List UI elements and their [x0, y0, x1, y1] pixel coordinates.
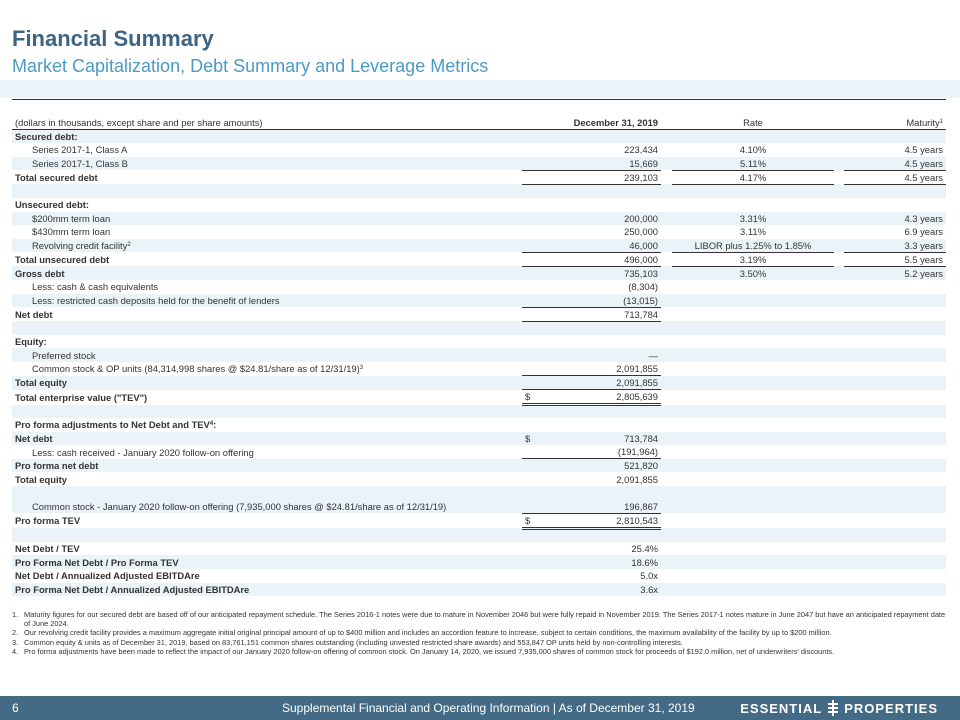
row-value: 18.6% [522, 555, 661, 569]
row-label: Total enterprise value ("TEV") [15, 391, 148, 403]
row-label: Unsecured debt: [15, 199, 89, 211]
row-value: 196,867 [522, 500, 661, 514]
row-maturity: 6.9 years [904, 226, 943, 238]
row-value: 713,784 [522, 307, 661, 321]
row-maturity: 4.5 years [904, 144, 943, 156]
row-maturity [844, 335, 946, 349]
row-rate: 3.31% [672, 212, 834, 226]
row-rate [672, 335, 834, 349]
table-row [12, 198, 946, 212]
essential-properties-logo: ESSENTIAL PROPERTIES [740, 700, 938, 716]
page-subtitle: Market Capitalization, Debt Summary and Leverage Metrics [12, 56, 489, 76]
row-value: (8,304) [628, 281, 658, 293]
row-label: Total secured debt [15, 171, 98, 183]
table-row [12, 528, 946, 542]
row-rate: 3.50% [672, 266, 834, 280]
table-row [12, 225, 946, 239]
page-title: Financial Summary [12, 26, 214, 51]
row-label: Gross debt [12, 266, 522, 280]
row-rate: 3.19% [672, 252, 834, 266]
table-row [12, 307, 946, 321]
row-maturity [844, 472, 946, 486]
row-rate: 3.11% [740, 226, 766, 238]
row-rate [672, 348, 834, 362]
row-maturity [844, 555, 946, 569]
row-maturity: 5.2 years [844, 266, 946, 280]
row-label: Common stock - January 2020 follow-on offering (7,935,000 shares @ $24.81/share as of 12/31/19) [12, 500, 522, 514]
row-maturity [844, 307, 946, 321]
table-row [12, 252, 946, 266]
row-label: $430mm term loan [32, 226, 111, 238]
table-row [12, 513, 946, 528]
row-maturity [844, 486, 946, 500]
table-row [12, 459, 946, 473]
row-maturity [844, 376, 946, 390]
footnote: 3. Common equity & units as of December 31, 2019, based on 83,761,151 common shares outstanding (including unvested restricted share awards) and 553,847 OP units held by non-controlling interests. [12, 637, 683, 647]
row-label [12, 321, 522, 335]
row-maturity [844, 184, 946, 198]
row-rate [672, 486, 834, 500]
table-row [12, 362, 946, 376]
row-value [522, 528, 661, 542]
row-value: 2,091,855 [616, 473, 658, 485]
row-rate: 4.17% [672, 170, 834, 184]
row-maturity [844, 513, 946, 528]
table-row [12, 184, 946, 198]
footnote: 2. Our revolving credit facility provides a maximum aggregate initial original principal amount of up to $400 million and includes an accordion feature to increase, subject to certain conditions, the maximum availability of the facility by up to $200 million. [12, 628, 832, 638]
table-row [12, 569, 946, 583]
row-maturity [844, 542, 946, 556]
table-row [12, 555, 946, 569]
table-row [12, 418, 946, 432]
row-maturity [844, 348, 946, 362]
row-label: Total unsecured debt [15, 253, 110, 265]
table-row [12, 405, 946, 419]
row-value: 223,434 [624, 144, 658, 156]
row-value [522, 184, 661, 198]
table-row [12, 376, 946, 390]
row-rate [672, 542, 834, 556]
row-maturity: 4.3 years [844, 212, 946, 226]
row-maturity [844, 130, 946, 144]
row-rate [672, 362, 834, 376]
header-band [0, 80, 960, 98]
row-maturity [844, 500, 946, 514]
row-rate [672, 405, 834, 419]
row-label: Total equity [12, 376, 522, 390]
row-maturity [844, 405, 946, 419]
row-maturity: 3.3 years [844, 239, 946, 253]
row-value [522, 198, 661, 212]
table-row [12, 335, 946, 349]
row-maturity [844, 432, 946, 446]
table-row [12, 170, 946, 184]
row-label: Pro Forma Net Debt / Annualized Adjusted EBITDAre [12, 583, 522, 597]
row-label [12, 184, 522, 198]
row-rate [672, 307, 834, 321]
row-label: Pro forma adjustments to Net Debt and TEV$^4$: [15, 419, 217, 431]
row-maturity [844, 280, 946, 294]
row-maturity [844, 294, 946, 308]
row-label: Less: restricted cash deposits held for the benefit of lenders [12, 294, 522, 308]
row-value [522, 321, 661, 335]
row-label: Net Debt / TEV [15, 543, 80, 555]
footnotes [12, 610, 946, 656]
table-row [12, 280, 946, 294]
row-maturity [844, 321, 946, 335]
row-rate [672, 500, 834, 514]
row-value: 735,103 [522, 266, 661, 280]
table-row [12, 390, 946, 405]
row-maturity [844, 198, 946, 212]
row-label: Net debt [15, 308, 53, 320]
row-value: 3.6x [522, 583, 661, 597]
row-label: Net Debt / Annualized Adjusted EBITDAre [15, 570, 200, 582]
row-maturity [844, 445, 946, 459]
row-value [522, 486, 661, 500]
row-value: $ 2,805,639 [522, 390, 661, 405]
row-rate: LIBOR plus 1.25% to 1.85% [672, 239, 834, 253]
row-rate [672, 294, 834, 308]
row-rate [672, 432, 834, 446]
row-maturity: 4.5 years [844, 170, 946, 184]
table-row [12, 266, 946, 280]
row-rate [672, 280, 834, 294]
table-row [12, 321, 946, 335]
debt-summary-table [12, 116, 946, 596]
row-value: 239,103 [522, 170, 661, 184]
row-value: 250,000 [624, 226, 658, 238]
row-label: Less: cash & cash equivalents [32, 281, 159, 293]
row-value: $ 713,784 [522, 432, 661, 446]
row-value: $ 2,810,543 [522, 513, 661, 528]
row-value [522, 405, 661, 419]
row-value [522, 418, 661, 432]
table-row [12, 486, 946, 500]
row-label: Series 2017-1, Class A [32, 144, 128, 156]
row-label: Less: cash received - January 2020 follow-on offering [32, 446, 254, 458]
table-row [12, 472, 946, 486]
table-header-row [12, 116, 946, 130]
row-value: 46,000 [522, 239, 661, 253]
footer-bar [0, 696, 960, 720]
row-value: (191,964) [522, 445, 661, 459]
table-row [12, 583, 946, 597]
row-label: $200mm term loan [12, 212, 522, 226]
row-rate: 4.10% [739, 144, 767, 156]
row-maturity: 4.5 years [844, 157, 946, 171]
row-maturity [844, 528, 946, 542]
footer-text: Supplemental Financial and Operating Information | As of December 31, 2019 [282, 701, 695, 715]
row-rate [672, 528, 834, 542]
row-label [12, 528, 522, 542]
row-rate [672, 459, 834, 473]
row-label [12, 486, 522, 500]
row-label: Pro forma TEV [15, 515, 81, 527]
row-rate [672, 418, 834, 432]
row-rate [672, 555, 834, 569]
header-divider [12, 99, 946, 100]
table-row [12, 294, 946, 308]
row-rate [672, 184, 834, 198]
footnote: 4. Pro forma adjustments have been made to reflect the impact of our January 2020 follow-on offering of common stock. On January 14, 2020, we issued 7,935,000 shares of common stock for proceeds of $192.0 million, net of underwriters' discounts. [12, 646, 835, 656]
table-row [12, 143, 946, 157]
row-value [522, 130, 661, 144]
page-number: 6 [12, 701, 19, 715]
row-rate [672, 569, 834, 583]
row-rate [672, 130, 834, 144]
table-row [12, 130, 946, 144]
row-label: Net debt [12, 432, 522, 446]
row-label: Series 2017-1, Class B [12, 157, 522, 171]
row-rate [672, 513, 834, 528]
row-maturity [844, 459, 946, 473]
table-row [12, 500, 946, 514]
header-december-31-2019: December 31, 2019 [522, 116, 661, 130]
row-value: (13,015) [522, 294, 661, 308]
table-row [12, 157, 946, 171]
row-label: Equity: [15, 336, 47, 348]
row-label: Revolving credit facility$^2$ [12, 239, 522, 253]
header-maturity: Maturity$^1$ [844, 116, 946, 130]
footnote: 1. Maturity figures for our secured debt are based off of our anticipated repayment schedule. The Series 2016-1 notes were due to mature in November 2046 but were fully repaid in November 2019. The Series 2017-1 notes mature in June 2047 but have an anticipated repayment date of June 2024. [12, 610, 946, 629]
row-rate [672, 390, 834, 405]
row-value: 15,669 [522, 157, 661, 171]
row-label: Preferred stock [12, 348, 522, 362]
row-value: 521,820 [522, 459, 661, 473]
row-maturity [844, 569, 946, 583]
table-row [12, 212, 946, 226]
row-value: 5.0x [640, 570, 658, 582]
header-rate: Rate [672, 116, 834, 130]
row-label: Total equity [15, 473, 67, 485]
row-maturity [844, 362, 946, 376]
row-rate [672, 583, 834, 597]
row-maturity [844, 390, 946, 405]
row-rate [672, 198, 834, 212]
row-maturity [844, 418, 946, 432]
row-label: Pro Forma Net Debt / Pro Forma TEV [12, 555, 522, 569]
row-value: 2,091,855 [522, 376, 661, 390]
row-value: 496,000 [522, 252, 661, 266]
row-label: Secured debt: [12, 130, 522, 144]
row-label: Pro forma net debt [12, 459, 522, 473]
row-rate [672, 445, 834, 459]
row-rate [672, 472, 834, 486]
row-rate [672, 376, 834, 390]
row-value: 200,000 [522, 212, 661, 226]
row-rate [672, 321, 834, 335]
row-rate: 5.11% [672, 157, 834, 171]
row-label: Common stock & OP units (84,314,998 shares @ $24.81/share as of 12/31/19)$^3$ [32, 363, 364, 375]
row-maturity [844, 583, 946, 597]
row-maturity: 5.5 years [844, 252, 946, 266]
table-row [12, 432, 946, 446]
logo-mark-icon [828, 700, 838, 716]
table-row [12, 348, 946, 362]
table-row [12, 542, 946, 556]
row-value: 25.4% [631, 543, 658, 555]
table-row [12, 239, 946, 253]
row-label [12, 405, 522, 419]
row-value: — [522, 348, 661, 362]
row-value: 2,091,855 [522, 362, 661, 376]
row-value [522, 335, 661, 349]
table-row [12, 445, 946, 459]
header-label: (dollars in thousands, except share and per share amounts) [12, 116, 522, 130]
